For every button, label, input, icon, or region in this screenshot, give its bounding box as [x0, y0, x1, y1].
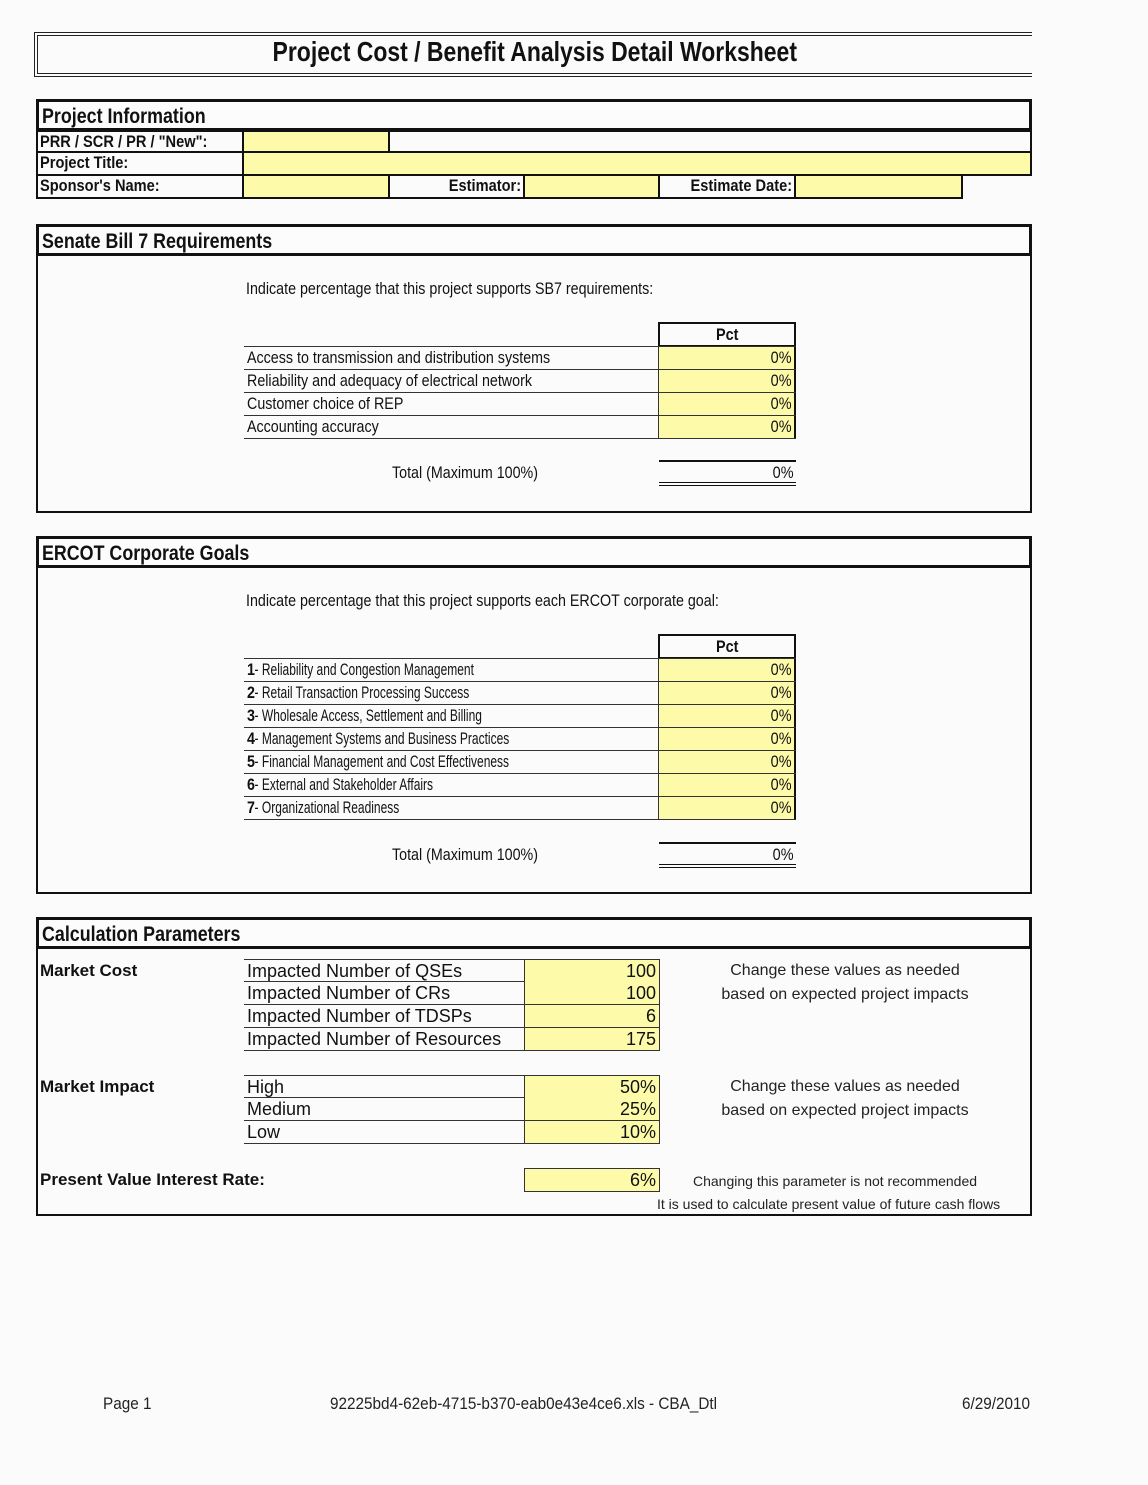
ercot-row — [244, 797, 796, 820]
market-impact-row-label: High — [247, 1077, 285, 1097]
sb7-row — [244, 416, 796, 439]
ercot-row-label: 6- External and Stakeholder Affairs — [247, 775, 434, 794]
market-impact-note-line2: based on expected project impacts — [721, 1102, 969, 1119]
prr-label: PRR / SCR / PR / "New": — [36, 130, 244, 153]
project-title-label: Project Title: — [36, 153, 244, 176]
pv-rate-note-line2: It is used to calculate present value of future cash flows — [657, 1196, 1001, 1212]
ercot-pct-input[interactable]: 0% — [658, 774, 796, 796]
ercot-row-label: 7- Organizational Readiness — [247, 798, 400, 817]
sb7-intro: Indicate percentage that this project supports SB7 requirements: — [246, 279, 654, 298]
ercot-pct-input[interactable]: 0% — [658, 797, 796, 819]
sb7-row-label: Access to transmission and distribution systems — [247, 348, 551, 367]
sb7-row-label: Customer choice of REP — [247, 394, 404, 413]
market-impact-row — [244, 1098, 660, 1121]
ercot-pct-input[interactable]: 0% — [658, 705, 796, 727]
sb7-pct-input[interactable]: 0% — [658, 370, 796, 392]
calc-header: Calculation Parameters — [36, 917, 1032, 949]
sponsor-label: Sponsor's Name: — [36, 176, 244, 199]
sb7-row — [244, 347, 796, 370]
project-info-header: Project Information — [36, 99, 1032, 131]
ercot-row-label: 2- Retail Transaction Processing Success — [247, 683, 470, 702]
pv-rate-box — [524, 1168, 660, 1192]
sb7-pct-input[interactable]: 0% — [658, 347, 796, 369]
ercot-row — [244, 705, 796, 728]
market-impact-input[interactable]: 50% — [524, 1076, 660, 1098]
sb7-pct-input[interactable]: 0% — [658, 393, 796, 415]
market-cost-row-label: Impacted Number of TDSPs — [247, 1006, 472, 1026]
project-title-input[interactable] — [244, 153, 1032, 176]
sb7-row — [244, 370, 796, 393]
market-impact-label: Market Impact — [40, 1077, 155, 1096]
market-impact-input[interactable]: 25% — [524, 1098, 660, 1120]
sponsor-input[interactable] — [244, 176, 390, 199]
market-cost-input[interactable]: 175 — [524, 1028, 660, 1050]
ercot-intro: Indicate percentage that this project supports each ERCOT corporate goal: — [246, 591, 719, 610]
ercot-row — [244, 682, 796, 705]
prr-spacer — [390, 130, 1032, 153]
sponsor-row — [36, 176, 1032, 199]
pv-rate-note-line1: Changing this parameter is not recommended — [693, 1173, 978, 1189]
ercot-pct-input[interactable]: 0% — [658, 659, 796, 681]
market-impact-row-label: Medium — [247, 1099, 312, 1119]
sb7-row-label: Accounting accuracy — [247, 417, 379, 436]
prr-input[interactable] — [244, 130, 390, 153]
sb7-pct-input[interactable]: 0% — [658, 416, 796, 438]
sb7-total-label: Total (Maximum 100%) — [392, 463, 539, 482]
page-title: Project Cost / Benefit Analysis Detail Worksheet — [272, 36, 798, 67]
ercot-row-label: 4- Management Systems and Business Practices — [247, 729, 510, 748]
sb7-total-value: 0% — [659, 460, 796, 486]
market-cost-note-line1: Change these values as needed — [730, 962, 960, 979]
pv-rate-input[interactable]: 6% — [525, 1169, 659, 1191]
ercot-row-label: 1- Reliability and Congestion Management — [247, 660, 475, 679]
project-title-row — [36, 153, 1032, 176]
ercot-header: ERCOT Corporate Goals — [36, 536, 1032, 568]
estimator-input[interactable] — [525, 176, 660, 199]
market-cost-input[interactable]: 6 — [524, 1005, 660, 1027]
sb7-pct-header: Pct — [658, 322, 796, 347]
ercot-row — [244, 751, 796, 774]
footer-page: Page 1 — [103, 1394, 152, 1413]
ercot-row-label: 3- Wholesale Access, Settlement and Billing — [247, 706, 483, 725]
market-impact-table — [244, 1075, 660, 1144]
market-cost-input[interactable]: 100 — [524, 982, 660, 1004]
sb7-row — [244, 393, 796, 416]
sb7-header: Senate Bill 7 Requirements — [36, 224, 1032, 256]
ercot-pct-input[interactable]: 0% — [658, 682, 796, 704]
market-impact-note — [680, 1075, 1010, 1123]
market-cost-row — [244, 1028, 660, 1051]
footer-date: 6/29/2010 — [962, 1394, 1031, 1413]
ercot-table — [244, 658, 796, 820]
ercot-total-value: 0% — [659, 842, 796, 868]
pv-rate-label: Present Value Interest Rate: — [40, 1170, 265, 1189]
ercot-row — [244, 774, 796, 797]
market-cost-row-label: Impacted Number of QSEs — [247, 961, 463, 981]
sb7-table — [244, 346, 796, 439]
estimate-date-label: Estimate Date: — [660, 176, 796, 199]
ercot-row — [244, 659, 796, 682]
market-impact-row — [244, 1121, 660, 1144]
ercot-total-label: Total (Maximum 100%) — [392, 845, 539, 864]
ercot-pct-input[interactable]: 0% — [658, 751, 796, 773]
market-cost-row — [244, 982, 660, 1005]
market-cost-note — [680, 959, 1010, 1007]
ercot-row-label: 5- Financial Management and Cost Effectiveness — [247, 752, 510, 771]
market-impact-input[interactable]: 10% — [524, 1121, 660, 1143]
prr-row — [36, 130, 1032, 153]
market-cost-row — [244, 1005, 660, 1028]
market-cost-row — [244, 959, 660, 982]
estimate-date-input[interactable] — [796, 176, 963, 199]
sb7-row-label: Reliability and adequacy of electrical network — [247, 371, 532, 390]
ercot-row — [244, 728, 796, 751]
ercot-pct-input[interactable]: 0% — [658, 728, 796, 750]
market-impact-row — [244, 1075, 660, 1098]
footer-file: 92225bd4-62eb-4715-b370-eab0e43e4ce6.xls - CBA_Dtl — [330, 1394, 718, 1413]
market-cost-input[interactable]: 100 — [524, 960, 660, 982]
estimator-label: Estimator: — [390, 176, 525, 199]
market-impact-row-label: Low — [247, 1122, 281, 1142]
market-impact-note-line1: Change these values as needed — [730, 1078, 960, 1095]
market-cost-row-label: Impacted Number of CRs — [247, 983, 451, 1003]
ercot-pct-header: Pct — [658, 634, 796, 659]
market-cost-row-label: Impacted Number of Resources — [247, 1029, 502, 1049]
market-cost-note-line2: based on expected project impacts — [721, 986, 969, 1003]
market-cost-table — [244, 959, 660, 1051]
market-cost-label: Market Cost — [40, 961, 138, 980]
